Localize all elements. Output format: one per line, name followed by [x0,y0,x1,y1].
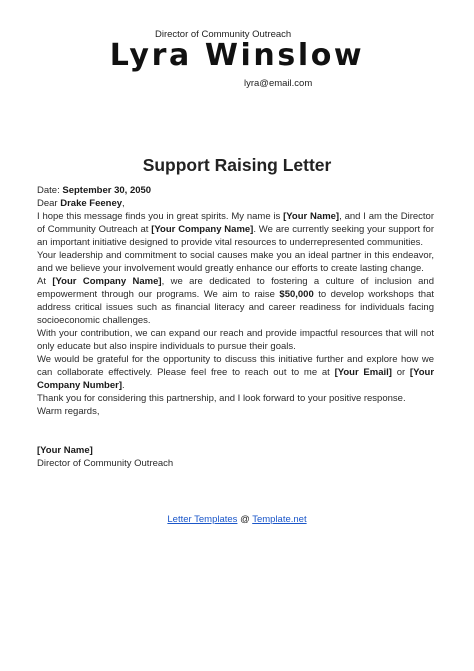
footer [0,514,474,525]
signature-title: Director of Community Outreach [37,458,174,469]
mission-text-a: At [37,276,46,287]
mission-text-b: , we are dedicated to fostering a culture of inclusion and empowerment through our programs. We aim to raise [37,276,434,300]
date-label: Date: [37,185,60,196]
paragraph-intro [37,210,434,249]
header-name: Lyra Winslow [109,38,365,73]
date-value: September 30, 2050 [62,185,152,196]
mission-text-c: to develop workshops that address critical issues such as financial literacy and career readiness for individuals facing socioeconomic challenges. [37,289,435,326]
placeholder-email: [Your Email] [334,367,392,378]
contact-text: We would be grateful for the opportunity to discuss this initiative further and explore how we can collaborate effectively. Please feel free to reach out to me at [37,354,434,378]
letter-templates-link[interactable]: Letter Templates [167,514,238,525]
signature-name-line [37,444,434,457]
fundraising-amount: $50,000 [279,289,314,300]
salutation-line: Dear Drake Feeney, [37,198,125,209]
letter-title: Support Raising Letter [142,155,332,175]
intro-text-a: I hope this message finds you in great spirits. My name is [37,211,281,222]
footer-separator: @ [240,514,250,525]
signature-spacer [37,418,434,444]
closing: Warm regards, [37,406,100,417]
paragraph-contribution: With your contribution, we can expand our reach and provide impactful resources that will not only educate but also inspire individuals to pursue their goals. [37,328,434,352]
paragraph-thanks: Thank you for considering this partnership, and I look forward to your positive response. [37,393,406,404]
placeholder-company-name: [Your Company Name] [52,276,162,287]
intro-text-b: , and I am the Director of Community Outreach at [37,211,435,235]
contact-or: or [396,367,406,378]
letter-body [37,184,434,470]
header-role: Director of Community Outreach [155,29,292,40]
template-net-link[interactable]: Template.net [252,514,307,525]
placeholder-your-name: [Your Name] [283,211,340,222]
placeholder-company-number: [Your Company Number] [37,367,435,391]
header-email: lyra@email.com [244,78,313,89]
paragraph-leadership: Your leadership and commitment to social causes make you an ideal partner in this endeavor, and we believe your involvement would greatly enhance our efforts to create lasting change. [37,250,434,274]
salutation: Dear [37,198,58,209]
intro-text-c: . We are currently seeking your support for an important initiative designed to provide vital resources to underrepresented communities. [37,224,434,248]
paragraph-contact: We would be grateful for the opportunity to discuss this initiative further and explore how we can collaborate effectively. Please feel free to reach out to me at [Your Email] or [Your Company Number]. [37,354,435,391]
recipient-name: Drake Feeney [60,198,123,209]
paragraph-mission [37,275,434,327]
placeholder-company-name: [Your Company Name] [151,224,254,235]
signature-name: [Your Name] [37,445,93,456]
date-line [37,184,434,197]
